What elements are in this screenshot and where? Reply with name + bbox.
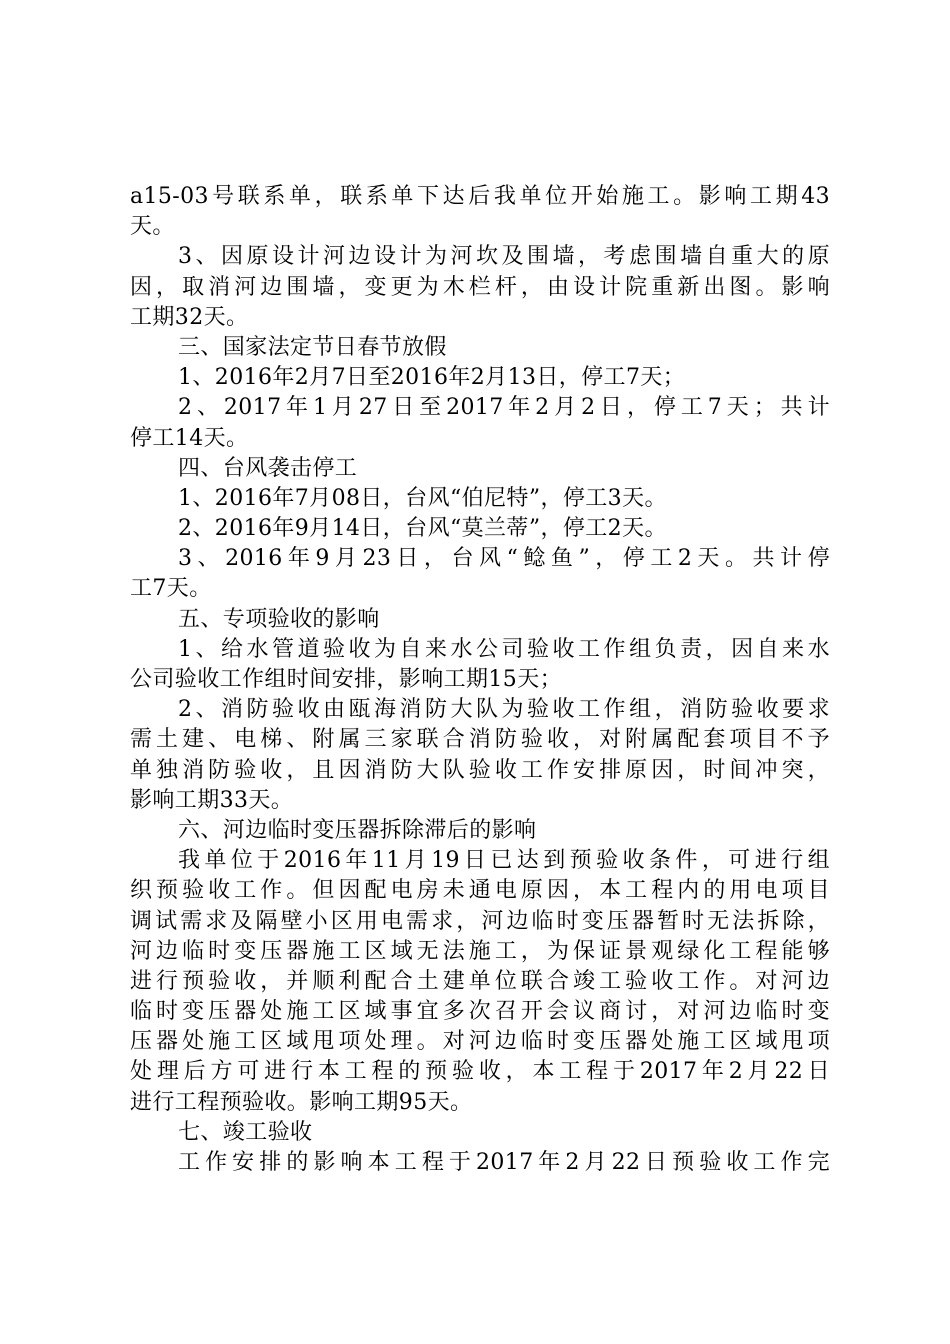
text-line: 工期32天。 <box>130 304 249 330</box>
text-line: 1、给水管道验收为自来水公司验收工作组负责，因自来水 <box>178 636 830 662</box>
section-heading: 六、河边临时变压器拆除滞后的影响 <box>178 817 537 843</box>
text-line: 需土建、电梯、附属三家联合消防验收，对附属配套项目不予 <box>130 727 830 753</box>
section-heading: 四、台风袭击停工 <box>178 455 358 481</box>
text-line: 我单位于2016年11月19日已达到预验收条件，可进行组 <box>178 848 830 874</box>
text-line: 压器处施工区域甩项处理。对河边临时变压器处施工区域甩项 <box>130 1029 830 1055</box>
text-line: 单独消防验收，且因消防大队验收工作安排原因，时间冲突， <box>130 757 830 783</box>
text-line: 2、消防验收由瓯海消防大队为验收工作组，消防验收要求 <box>178 697 830 723</box>
text-line: 织预验收工作。但因配电房未通电原因，本工程内的用电项目 <box>130 878 830 904</box>
section-heading: 七、竣工验收 <box>178 1119 313 1145</box>
text-line: 处理后方可进行本工程的预验收，本工程于2017年2月22日 <box>130 1059 830 1085</box>
text-line: 影响工期33天。 <box>130 787 294 813</box>
text-line: 1、2016年2月7日至2016年2月13日，停工7天； <box>178 365 686 391</box>
section-heading: 五、专项验收的影响 <box>178 606 380 632</box>
text-line: 河边临时变压器施工区域无法施工，为保证景观绿化工程能够 <box>130 938 830 964</box>
text-line: 停工14天。 <box>130 425 249 451</box>
section-heading: 三、国家法定节日春节放假 <box>178 334 447 360</box>
text-line: 公司验收工作组时间安排，影响工期15天； <box>130 667 562 692</box>
text-line: 进行预验收，并顺利配合土建单位联合竣工验收工作。对河边 <box>130 968 830 994</box>
text-line: 临时变压器处施工区域事宜多次召开会议商讨，对河边临时变 <box>130 999 830 1025</box>
document-body <box>130 182 830 1178</box>
text-line: 3、因原设计河边设计为河坎及围墙，考虑围墙自重大的原 <box>178 244 830 270</box>
text-line: a15-03号联系单，联系单下达后我单位开始施工。影响工期43 <box>130 184 830 209</box>
text-line: 调试需求及隔壁小区用电需求，河边临时变压器暂时无法拆除， <box>130 908 830 934</box>
text-line: 工作安排的影响本工程于2017年2月22日预验收工作完 <box>178 1150 830 1175</box>
text-line: 工7天。 <box>130 576 212 602</box>
text-line: 1、2016年7月08日，台风“伯尼特”，停工3天。 <box>178 485 667 511</box>
text-line: 3、2016年9月23日，台风“鲶鱼”，停工2天。共计停 <box>178 546 830 572</box>
text-line: 因，取消河边围墙，变更为木栏杆，由设计院重新出图。影响 <box>130 274 830 300</box>
text-line: 2、2017年1月27日至2017年2月2日，停工7天；共计 <box>178 395 830 421</box>
text-line: 进行工程预验收。影响工期95天。 <box>130 1089 473 1115</box>
text-line: 2、2016年9月14日，台风“莫兰蒂”，停工2天。 <box>178 516 667 542</box>
text-line: 天。 <box>130 214 175 240</box>
